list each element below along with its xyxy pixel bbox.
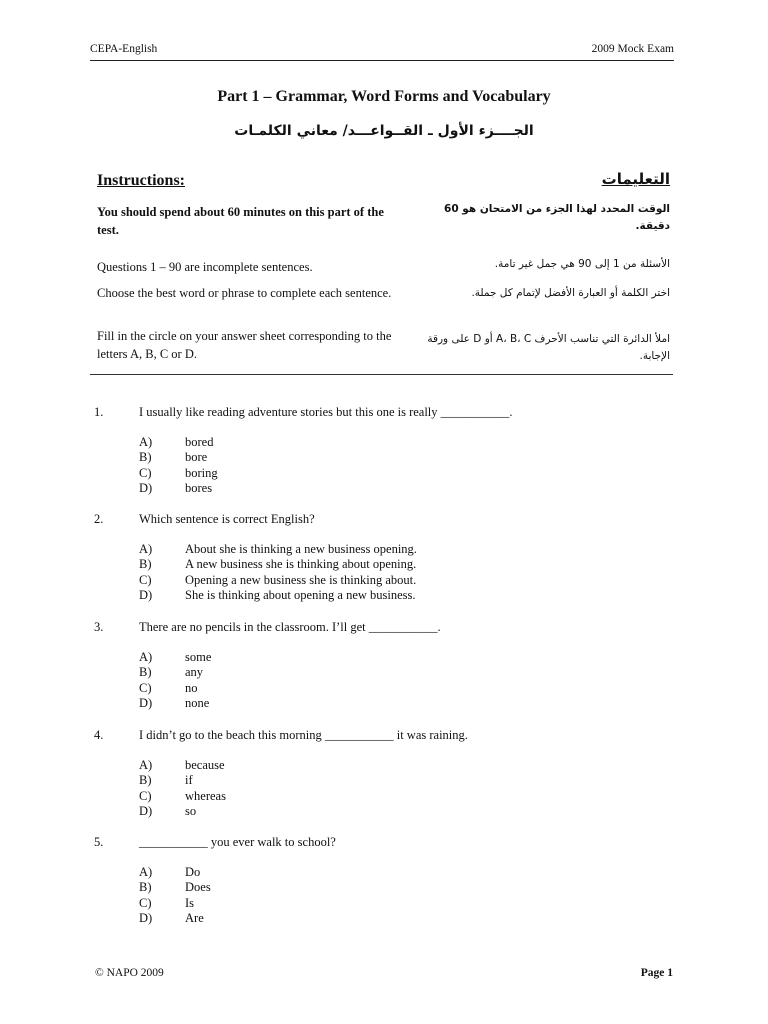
option-text: Are [185, 911, 204, 926]
option-letter: D) [139, 696, 153, 711]
arabic-title: الجــــزء الأول ـ القــواعـــد/ معاني الكلمـات [234, 123, 534, 139]
question-number: 2. [94, 512, 104, 526]
option-text: none [185, 696, 210, 711]
header-exam: 2009 Mock Exam [591, 43, 674, 55]
option-letter: A) [139, 650, 153, 664]
option-letter: C) [139, 788, 152, 803]
option-text: no [185, 680, 198, 695]
option-letter: B) [139, 773, 152, 788]
question-text: Which sentence is correct English? [139, 512, 315, 526]
instruction-time-arabic: الوقت المحدد لهذا الجزء من الامتحان هو 60 دقيقة. [444, 203, 670, 232]
option-letter: A) [139, 435, 153, 449]
option-letter: A) [139, 865, 153, 879]
question-number: 5. [94, 835, 104, 849]
option-text: She is thinking about opening a new business. [185, 588, 416, 603]
option-text: Does [185, 880, 211, 895]
option-letter: C) [139, 895, 152, 910]
option-text: Opening a new business she is thinking about. [185, 572, 417, 587]
option-text: A new business she is thinking about opening. [185, 557, 417, 572]
instructions-heading-arabic: التعليمات [601, 170, 670, 188]
footer-page-number: Page 1 [640, 967, 673, 979]
footer-copyright: © NAPO 2009 [95, 967, 164, 979]
question-text: ___________ you ever walk to school? [139, 835, 336, 849]
option-text: bore [185, 450, 208, 465]
option-text: so [185, 804, 197, 819]
option-letter: D) [139, 804, 153, 819]
instruction-time: You should spend about 60 minutes on this part of the test. [97, 205, 384, 237]
option-text: Do [185, 865, 201, 879]
option-text: any [185, 665, 204, 680]
option-text: because [185, 758, 225, 772]
option-letter: D) [139, 588, 153, 603]
option-text: whereas [185, 788, 226, 803]
question-number: 4. [94, 728, 104, 742]
page-header [90, 42, 674, 61]
option-letter: C) [139, 465, 152, 480]
instructions-divider [90, 374, 673, 375]
option-letter: B) [139, 665, 152, 680]
option-letter: C) [139, 572, 152, 587]
option-letter: B) [139, 880, 152, 895]
page-title: Part 1 – Grammar, Word Forms and Vocabulary [217, 88, 551, 105]
option-letter: D) [139, 481, 153, 496]
header-course: CEPA-English [90, 43, 158, 55]
option-letter: D) [139, 911, 153, 926]
option-letter: C) [139, 680, 152, 695]
instruction-questions: Questions 1 – 90 are incomplete sentences. [97, 260, 313, 274]
option-letter: A) [139, 758, 153, 772]
question-text: I didn’t go to the beach this morning ___________ it was raining. [139, 728, 468, 742]
instructions-heading: Instructions: [97, 172, 186, 189]
option-letter: A) [139, 542, 153, 556]
option-text: if [185, 773, 193, 788]
option-text: some [185, 650, 212, 664]
option-text: Is [185, 895, 195, 910]
instruction-choose: Choose the best word or phrase to complete each sentence. [97, 286, 392, 300]
option-text: boring [185, 465, 218, 480]
instruction-fill: Fill in the circle on your answer sheet corresponding to the letters A, B, C or D. [97, 329, 392, 361]
question-text: There are no pencils in the classroom. I’ll get ___________. [139, 620, 441, 634]
instruction-questions-arabic: الأسئلة من 1 إلى 90 هي جمل غير تامة. [494, 258, 670, 270]
instruction-fill-arabic: املأ الدائرة التي تناسب الأحرف A، B، C أو D على ورقة الإجابة. [427, 333, 670, 362]
option-text: About she is thinking a new business opening. [185, 542, 417, 556]
instruction-choose-arabic: اختر الكلمة أو العبارة الأفضل لإتمام كل جملة. [471, 287, 670, 299]
question-number: 3. [94, 620, 104, 634]
option-text: bored [185, 435, 214, 449]
question-number: 1. [94, 405, 104, 419]
option-letter: B) [139, 557, 152, 572]
option-text: bores [185, 481, 213, 496]
option-letter: B) [139, 450, 152, 465]
question-text: I usually like reading adventure stories but this one is really ___________. [139, 405, 513, 419]
